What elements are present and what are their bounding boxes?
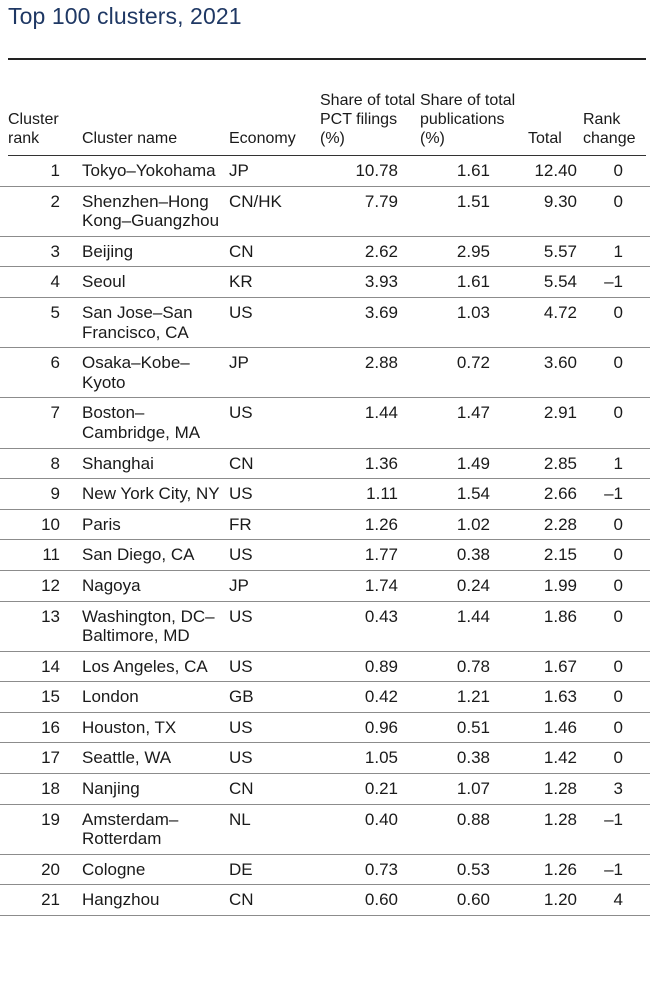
cell-economy: JP [229, 575, 249, 595]
cell-economy: FR [229, 514, 252, 534]
top-rule [8, 58, 646, 60]
cell-publications-share: 1.51 [456, 191, 490, 211]
cell-economy: US [229, 545, 253, 565]
header-cluster-name: Cluster name [82, 130, 178, 147]
cell-cluster-name: Shanghai [82, 453, 154, 473]
cell-rank: 12 [41, 575, 60, 595]
cell-cluster-name: Nagoya [82, 575, 141, 595]
cell-publications-share: 0.38 [456, 748, 490, 768]
cell-total: 2.85 [543, 453, 577, 473]
cell-publications-share: 1.54 [456, 484, 490, 504]
table-row [0, 805, 650, 855]
cell-rank: 2 [50, 191, 60, 211]
cell-publications-share: 1.03 [456, 302, 490, 322]
cell-rank: 9 [50, 484, 60, 504]
cell-rank: 15 [41, 687, 60, 707]
cell-total: 5.54 [543, 272, 577, 292]
cell-rank-change: –1 [604, 272, 623, 292]
cell-economy: JP [229, 353, 249, 373]
cell-rank: 20 [41, 859, 60, 879]
cell-economy: CN/HK [229, 191, 282, 211]
cell-rank: 11 [42, 545, 60, 565]
cell-rank-change: 0 [613, 687, 623, 707]
cell-economy: GB [229, 687, 254, 707]
cell-pct-share: 1.11 [366, 484, 398, 504]
cell-pct-share: 1.05 [364, 748, 398, 768]
cell-rank-change: –1 [604, 484, 623, 504]
header-economy: Economy [229, 130, 296, 147]
table-row [0, 398, 650, 448]
table-row [0, 602, 650, 652]
cell-rank-change: 0 [613, 545, 623, 565]
cell-total: 1.28 [543, 779, 577, 799]
table-row [0, 510, 650, 541]
cell-pct-share: 10.78 [355, 161, 398, 180]
cell-publications-share: 0.51 [456, 717, 490, 737]
cell-publications-share: 0.88 [456, 809, 490, 829]
cell-economy: CN [229, 890, 254, 910]
cell-total: 12.40 [534, 161, 577, 180]
cell-cluster-name: San Jose–San Francisco, CA [82, 302, 193, 342]
cell-cluster-name: London [82, 687, 139, 707]
cell-total: 1.67 [543, 656, 577, 676]
cell-economy: US [229, 748, 253, 768]
cell-rank-change: 0 [613, 717, 623, 737]
cell-total: 2.91 [543, 403, 577, 423]
cell-publications-share: 1.07 [456, 779, 490, 799]
cell-publications-share: 1.02 [456, 514, 490, 534]
table-row [0, 855, 650, 886]
cell-pct-share: 3.93 [364, 272, 398, 292]
cell-publications-share: 1.49 [456, 453, 490, 473]
cell-rank: 16 [41, 717, 60, 737]
cell-rank: 3 [50, 241, 60, 261]
cell-cluster-name: Los Angeles, CA [82, 656, 208, 676]
cell-economy: US [229, 606, 253, 626]
table-row [0, 479, 650, 510]
table-row [0, 187, 650, 237]
cell-rank: 8 [50, 453, 60, 473]
cell-economy: CN [229, 453, 254, 473]
cell-publications-share: 0.60 [456, 890, 490, 910]
cell-cluster-name: San Diego, CA [82, 545, 195, 565]
cell-economy: KR [229, 272, 253, 292]
header-pct-share: Share of total PCT filings (%) [320, 92, 416, 147]
cell-rank-change: 1 [613, 241, 623, 261]
cell-rank-change: 0 [613, 353, 623, 373]
cell-publications-share: 1.61 [456, 161, 490, 180]
cell-total: 1.46 [543, 717, 577, 737]
table-row [0, 571, 650, 602]
cell-total: 1.42 [543, 748, 577, 768]
cell-pct-share: 0.96 [364, 717, 398, 737]
table-row [0, 652, 650, 683]
cell-cluster-name: Nanjing [82, 779, 140, 799]
cell-economy: NL [229, 809, 251, 829]
cell-total: 1.99 [543, 575, 577, 595]
cell-rank: 1 [50, 161, 60, 180]
cell-rank: 17 [41, 748, 60, 768]
cell-total: 1.63 [543, 687, 577, 707]
table-row [0, 885, 650, 916]
cell-rank-change: 0 [613, 302, 623, 322]
cell-economy: JP [229, 161, 249, 180]
page-title: Top 100 clusters, 2021 [8, 3, 242, 29]
cell-pct-share: 2.62 [364, 241, 398, 261]
table-header [0, 70, 650, 154]
cell-rank-change: 0 [613, 656, 623, 676]
table-row [0, 774, 650, 805]
header-total: Total [528, 130, 562, 147]
cell-economy: US [229, 484, 253, 504]
cell-cluster-name: Beijing [82, 241, 134, 261]
cell-pct-share: 0.43 [364, 606, 398, 626]
cell-cluster-name: Boston–Cambridge, MA [82, 403, 201, 442]
cell-cluster-name: Seoul [82, 272, 126, 292]
cell-economy: CN [229, 241, 254, 261]
cell-cluster-name: Hangzhou [82, 890, 160, 910]
cell-cluster-name: Shenzhen–Hong Kong–Guangzhou [82, 191, 220, 231]
cell-publications-share: 0.38 [456, 545, 490, 565]
cell-pct-share: 1.36 [364, 453, 398, 473]
cell-rank: 10 [41, 514, 60, 534]
cell-pct-share: 1.44 [364, 403, 398, 423]
cell-cluster-name: Amsterdam–Rotterdam [82, 809, 179, 849]
cell-total: 1.26 [543, 859, 577, 879]
cell-total: 2.66 [543, 484, 577, 504]
cell-total: 3.60 [543, 353, 577, 373]
cell-economy: CN [229, 779, 254, 799]
cell-rank: 7 [50, 403, 60, 423]
cell-total: 4.72 [543, 302, 577, 322]
cell-cluster-name: Tokyo–Yokohama [82, 161, 216, 180]
cell-pct-share: 2.88 [364, 353, 398, 373]
cell-cluster-name: New York City, NY [82, 484, 220, 504]
cell-rank-change: 0 [613, 606, 623, 626]
cell-pct-share: 1.26 [364, 514, 398, 534]
cell-publications-share: 0.72 [456, 353, 490, 373]
table-row [0, 743, 650, 774]
cell-rank-change: 3 [613, 779, 623, 799]
cell-economy: US [229, 403, 253, 423]
table-row [0, 540, 650, 571]
cell-cluster-name: Paris [82, 514, 121, 534]
cell-rank-change: 0 [613, 161, 623, 180]
cell-rank-change: 0 [613, 575, 623, 595]
cell-publications-share: 1.44 [456, 606, 490, 626]
cell-rank: 21 [41, 890, 60, 910]
cell-economy: DE [229, 859, 253, 879]
cell-total: 5.57 [543, 241, 577, 261]
header-rank-change: Rank change [583, 111, 636, 147]
cell-publications-share: 0.24 [456, 575, 490, 595]
cell-pct-share: 1.77 [364, 545, 398, 565]
cell-cluster-name: Houston, TX [82, 717, 177, 737]
cell-pct-share: 0.60 [364, 890, 398, 910]
table-row [0, 713, 650, 744]
cell-publications-share: 2.95 [456, 241, 490, 261]
cell-total: 1.86 [543, 606, 577, 626]
cell-rank-change: –1 [604, 809, 623, 829]
cell-pct-share: 0.89 [364, 656, 398, 676]
cell-total: 2.28 [543, 514, 577, 534]
table-row [0, 267, 650, 298]
cell-economy: US [229, 717, 253, 737]
cell-pct-share: 7.79 [364, 191, 398, 211]
cell-rank: 6 [50, 353, 60, 373]
cell-rank-change: 4 [613, 890, 623, 910]
cell-pct-share: 0.21 [364, 779, 398, 799]
cell-total: 1.28 [543, 809, 577, 829]
cell-rank-change: 0 [613, 514, 623, 534]
cell-publications-share: 0.53 [456, 859, 490, 879]
cell-total: 9.30 [543, 191, 577, 211]
cell-cluster-name: Osaka–Kobe–Kyoto [82, 353, 190, 392]
cell-publications-share: 1.47 [456, 403, 490, 423]
header-publications-share: Share of total publications (%) [420, 92, 516, 147]
cell-economy: US [229, 302, 253, 322]
cell-total: 1.20 [543, 890, 577, 910]
cell-rank: 4 [50, 272, 60, 292]
table-row [0, 156, 650, 187]
cell-economy: US [229, 656, 253, 676]
cell-total: 2.15 [543, 545, 577, 565]
cell-rank: 14 [41, 656, 60, 676]
cell-rank: 5 [50, 302, 60, 322]
cell-publications-share: 0.78 [456, 656, 490, 676]
cell-rank: 18 [41, 779, 60, 799]
cell-pct-share: 0.73 [364, 859, 398, 879]
cell-publications-share: 1.21 [456, 687, 490, 707]
table-row [0, 237, 650, 268]
table-row [0, 348, 650, 398]
cell-pct-share: 0.40 [364, 809, 398, 829]
cell-rank: 19 [41, 809, 60, 829]
cell-rank: 13 [41, 606, 60, 626]
cell-rank-change: –1 [604, 859, 623, 879]
cell-rank-change: 0 [613, 191, 623, 211]
cell-pct-share: 0.42 [364, 687, 398, 707]
cell-cluster-name: Seattle, WA [82, 748, 172, 768]
cell-rank-change: 0 [613, 748, 623, 768]
cell-publications-share: 1.61 [456, 272, 490, 292]
header-cluster-rank: Cluster rank [8, 111, 59, 147]
cell-cluster-name: Washington, DC–Baltimore, MD [82, 606, 215, 646]
table-row [0, 449, 650, 480]
cell-rank-change: 1 [613, 453, 623, 473]
table-row [0, 298, 650, 348]
cell-pct-share: 3.69 [364, 302, 398, 322]
table-row [0, 682, 650, 713]
cell-cluster-name: Cologne [82, 859, 146, 879]
cluster-table [0, 156, 650, 916]
cell-pct-share: 1.74 [364, 575, 398, 595]
cell-rank-change: 0 [613, 403, 623, 423]
